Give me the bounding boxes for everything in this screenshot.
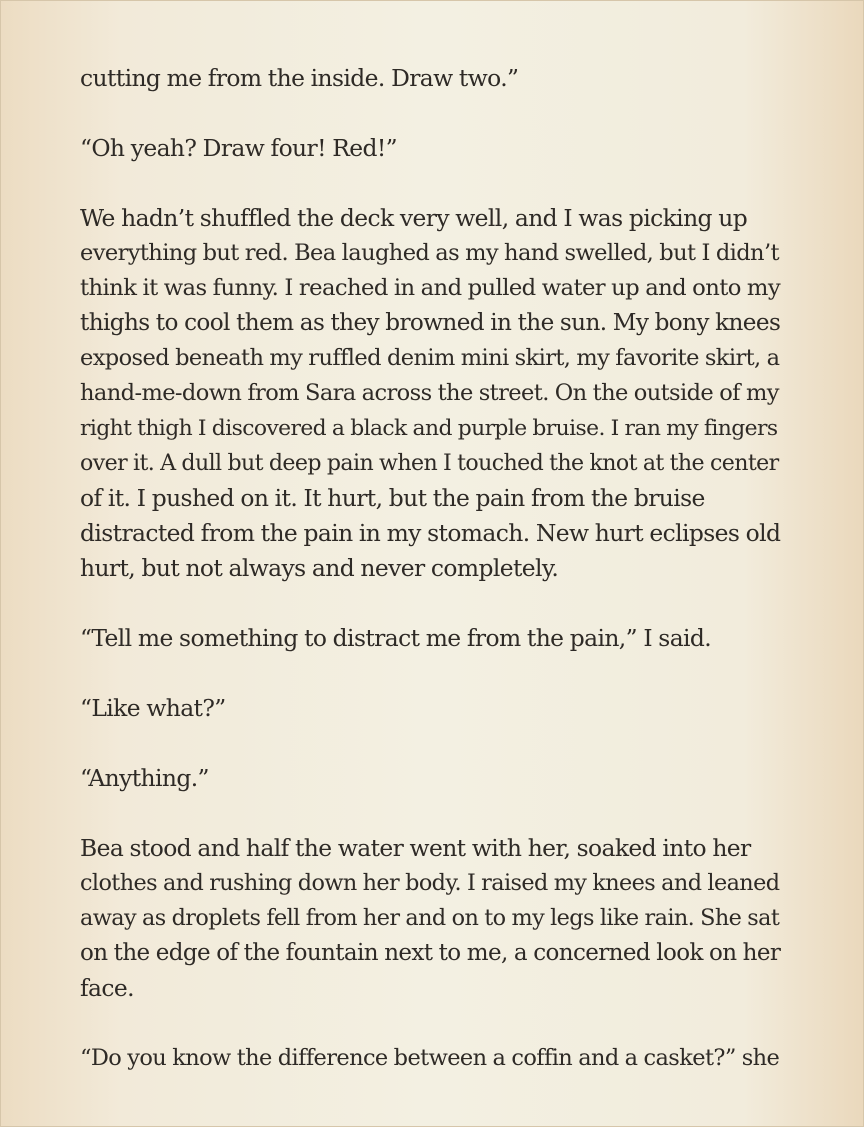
text-line: hurt, but not always and never completely.	[80, 554, 559, 582]
text-line: distracted from the pain in my stomach. New hurt eclipses old	[80, 519, 781, 547]
text-line: everything but red. Bea laughed as my hand swelled, but I didn’t	[80, 240, 779, 266]
page-text	[80, 61, 790, 1111]
text-line: “Like what?”	[80, 694, 226, 722]
text-line: “Do you know the difference between a coffin and a casket?” she	[80, 1045, 780, 1071]
text-line: “Oh yeah? Draw four! Red!”	[80, 134, 398, 162]
paragraph	[80, 621, 790, 656]
paragraph	[80, 691, 790, 726]
paragraph	[80, 831, 790, 1006]
paragraph	[80, 61, 790, 96]
text-line: think it was funny. I reached in and pulled water up and onto my	[80, 275, 781, 301]
paragraph	[80, 201, 790, 586]
paragraph	[80, 761, 790, 796]
text-line: thighs to cool them as they browned in the sun. My bony knees	[80, 310, 781, 336]
text-line: on the edge of the fountain next to me, a concerned look on her	[80, 940, 781, 966]
text-line: away as droplets fell from her and on to my legs like rain. She sat	[80, 905, 780, 931]
paragraph	[80, 131, 790, 166]
text-line: cutting me from the inside. Draw two.”	[80, 64, 519, 92]
text-line: “Tell me something to distract me from the pain,” I said.	[80, 624, 712, 652]
text-line: face.	[80, 974, 134, 1002]
text-line: Bea stood and half the water went with her, soaked into her	[80, 834, 751, 862]
text-line: hand-me-down from Sara across the street. On the outside of my	[80, 380, 779, 406]
text-line: We hadn’t shuffled the deck very well, and I was picking up	[80, 204, 748, 232]
text-line: of it. I pushed on it. It hurt, but the pain from the bruise	[80, 484, 705, 512]
text-line: right thigh I discovered a black and purple bruise. I ran my fingers	[80, 416, 778, 441]
text-line: “Anything.”	[80, 764, 209, 792]
text-line: clothes and rushing down her body. I raised my knees and leaned	[80, 870, 780, 896]
paragraph	[80, 1041, 790, 1076]
text-line: over it. A dull but deep pain when I touched the knot at the center	[80, 450, 779, 476]
text-line: exposed beneath my ruffled denim mini skirt, my favorite skirt, a	[80, 345, 780, 371]
